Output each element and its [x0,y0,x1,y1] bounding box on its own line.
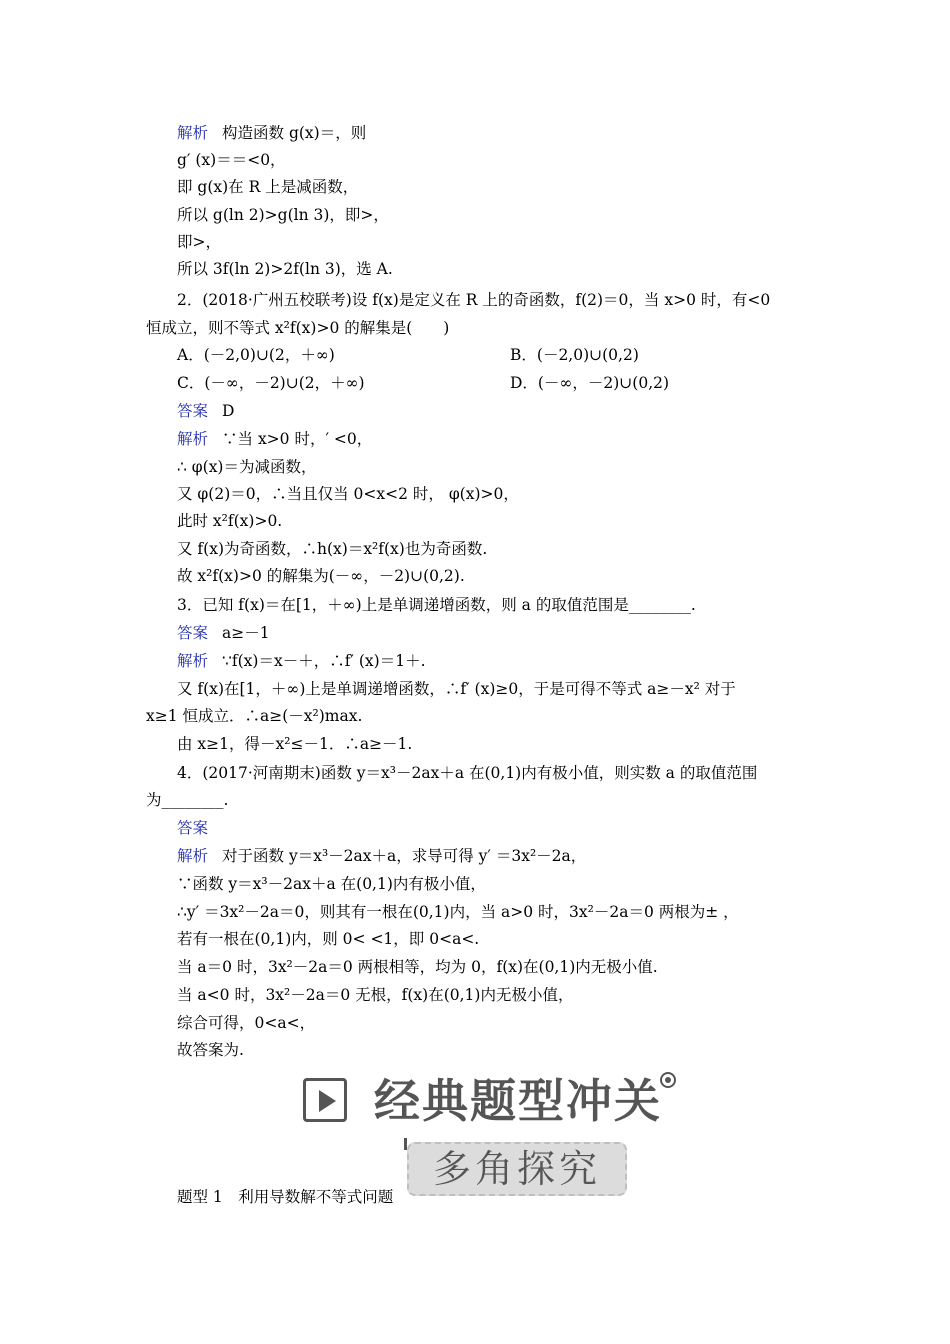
analysis-label: 解析 [177,430,209,448]
text-line: 即>， [177,233,221,251]
text-line: 又 f(x)在[1，＋∞)上是单调递增函数，∴f′ (x)≥0，于是可得不等式 a≥－x² 对于 [177,680,736,698]
text-line: 综合可得，0<a<， [177,1014,316,1032]
text-line: 由 x≥1，得－x²≤－1．∴a≥－1. [177,735,413,753]
text-line: 当 a＝0 时，3x²－2a＝0 两根相等，均为 0，f(x)在(0,1)内无极小值. [177,958,658,976]
text-line: ∵函数 y＝x³－2ax＋a 在(0,1)内有极小值， [177,875,486,893]
text-line: 解析 对于函数 y＝x³－2ax＋a，求导可得 y′ ＝3x²－2a， [177,847,587,865]
circle-dot-icon [660,1072,676,1088]
text-line: 又 φ(2)＝0，∴当且仅当 0<x<2 时， φ(x)>0， [177,485,519,503]
text-line: 此时 x²f(x)>0. [177,512,283,530]
text-line: 故答案为. [177,1041,244,1059]
text-line: ∴ φ(x)＝为减函数， [177,458,317,476]
text-line: 解析 ∵当 x>0 时，′ <0， [177,430,373,448]
text-line [177,818,222,838]
text-line: 即 g(x)在 R 上是减函数， [177,178,359,196]
option-d: D．(－∞，－2)∪(0,2) [510,374,670,392]
banner-title: 经典题型冲关 [374,1074,662,1128]
analysis-label: 解析 [177,652,209,670]
text-line: x≥1 恒成立．∴a≥(－x²)max. [146,707,363,725]
text-line: 为________. [146,791,229,809]
banner-subtitle: 多角探究 [432,1147,601,1191]
option-b: B．(－2,0)∪(0,2) [510,346,639,364]
text-line: 所以 3f(ln 2)>2f(ln 3)，选 A. [177,260,393,278]
section-heading: 题型 1 利用导数解不等式问题 [177,1188,394,1206]
question-2: 2．(2018·广州五校联考)设 f(x)是定义在 R 上的奇函数，f(2)＝0，当 x>0 时，有<0 [177,291,771,309]
text-line: 故 x²f(x)>0 的解集为(－∞，－2)∪(0,2). [177,567,465,585]
text-line: 恒成立，则不等式 x²f(x)>0 的解集是( ) [146,319,450,337]
answer-label: 答案 [177,819,209,837]
analysis-label: 解析 [177,124,209,142]
text-line: 所以 g(ln 2)>g(ln 3)，即>， [177,206,389,224]
option-a: A．(－2,0)∪(2，＋∞) [177,346,335,364]
answer-label: 答案 [177,402,209,420]
text-line: 当 a<0 时，3x²－2a＝0 无根，f(x)在(0,1)内无极小值， [177,986,574,1004]
option-c: C．(－∞，－2)∪(2，＋∞) [177,374,365,392]
answer-label: 答案 [177,624,209,642]
text-line: 若有一根在(0,1)内，则 0< <1，即 0<a<. [177,930,480,948]
question-4: 4．(2017·河南期末)函数 y＝x³－2ax＋a 在(0,1)内有极小值，则实数 a 的取值范围 [177,764,758,782]
play-icon [303,1078,347,1122]
analysis-label: 解析 [177,847,209,865]
banner-subtitle-box [407,1142,627,1196]
section-banner [300,1070,700,1200]
text-line: 答案 D [177,402,235,420]
text-line: 答案 a≥－1 [177,624,270,642]
text-line: 又 f(x)为奇函数，∴h(x)＝x²f(x)也为奇函数. [177,540,488,558]
text-line: ∴y′ ＝3x²－2a＝0，则其有一根在(0,1)内，当 a>0 时，3x²－2a＝0 两根为± ， [177,903,739,921]
text-line: g′ (x)＝＝<0， [177,151,286,169]
text-line: 解析 ∵f(x)＝x－＋，∴f′ (x)＝1＋. [177,652,426,670]
question-3: 3．已知 f(x)＝在[1，＋∞)上是单调递增函数，则 a 的取值范围是________. [177,596,696,614]
text-line: 解析 构造函数 g(x)＝，则 [177,124,367,142]
